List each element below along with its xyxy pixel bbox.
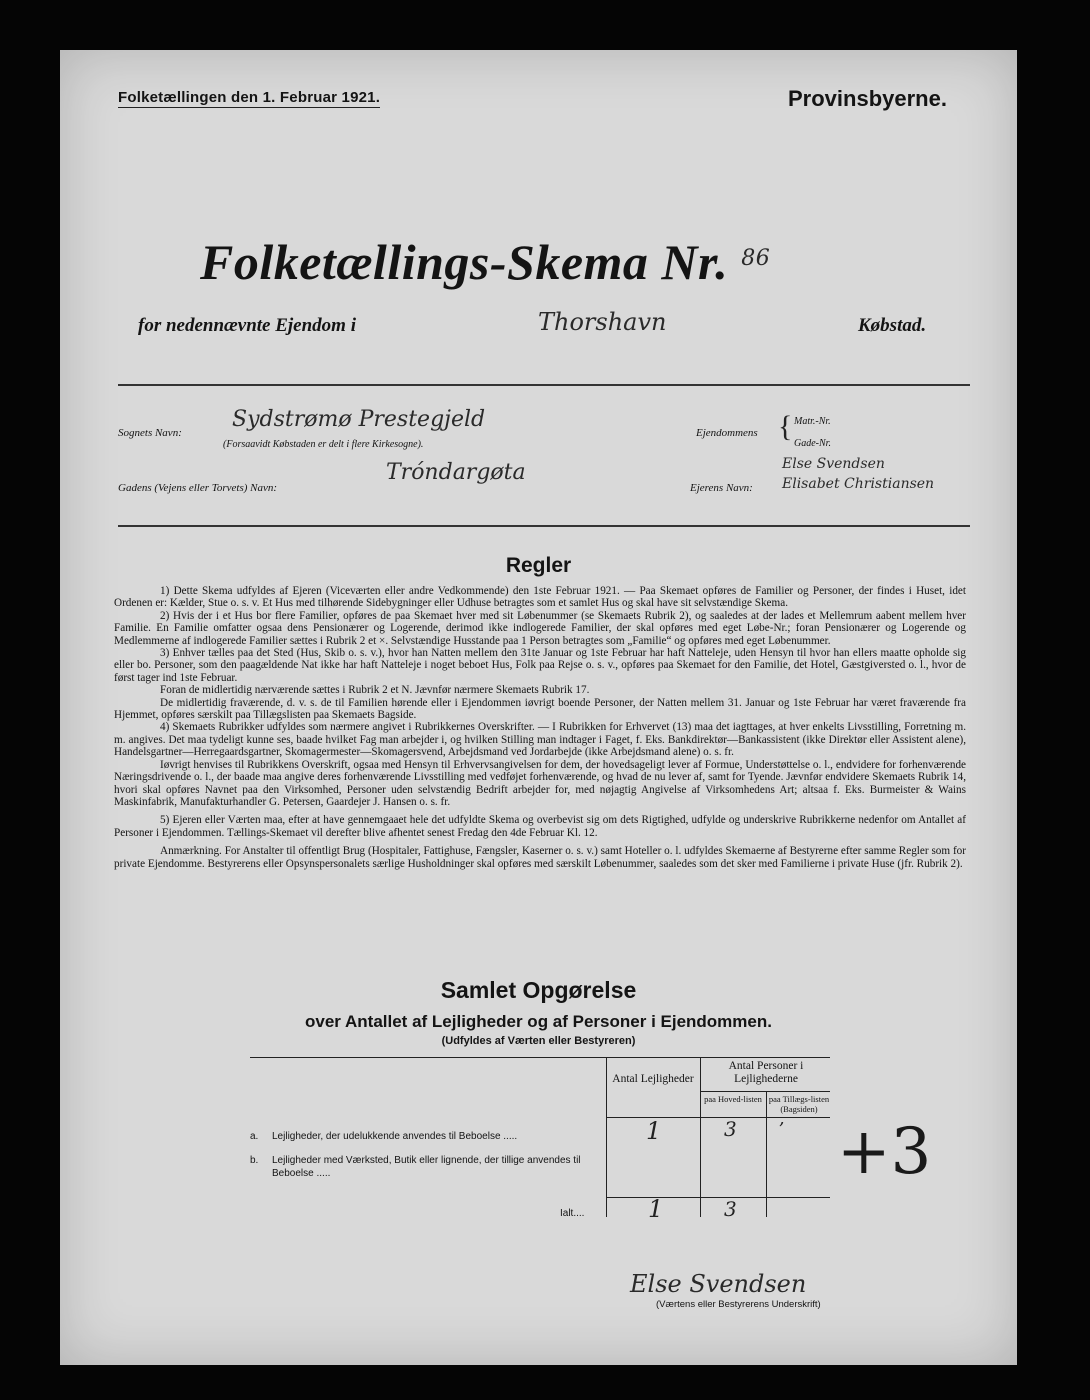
table-col-rule	[766, 1091, 767, 1217]
rule-paragraph: Foran de midlertidig nærværende sættes i Rubrik 2 et N. Jævnfør nærmere Skemaets Rubrik 17.	[160, 684, 590, 697]
row-a-apartments-value: 1	[646, 1117, 662, 1145]
rule-paragraph: 5) Ejeren eller Værten maa, efter at have gennemgaaet hele det udfyldte Skema og overbevist sig om dets Rigtighed, udfylde og underskrive Rubrikkerne nedenfor om Antallet af Personer i Ejendommen. Tællings-Skemaet vil derefter blive afhentet senest Fredag den 4de Februar Kl. 12.	[114, 814, 966, 839]
margin-note: +3	[837, 1115, 932, 1189]
table-total-rule	[606, 1197, 830, 1198]
parish-note: (Forsaavidt Købstaden er delt i flere Kirkesogne).	[223, 439, 424, 450]
row-a-supp-value: ʼ	[778, 1119, 784, 1140]
brace-icon: {	[778, 410, 793, 443]
form-title	[200, 233, 770, 291]
property-label: Ejendommens	[696, 427, 758, 439]
row-b-letter: b.	[250, 1155, 259, 1166]
signature-caption: (Værtens eller Bestyrerens Underskrift)	[656, 1299, 821, 1310]
rule-paragraph: Iøvrigt henvises til Rubrikkens Overskrift, ogsaa med Hensyn til Erhvervsangivelsen for dem, der hovedsageligt lever af Formue, Understøttelse o. l., endvidere for forhenværende Næringsdrivende o. l., der baade maa angive deres forhenværende Livsstilling med vedføjet forhenværende, og hvad de nu lever af, samt for Tyende. Jævnfør endvidere Skemaets Rubrik 14, hvori skal opføres Navnet paa den Virksomhed, Personer uden selvstændig Bedrift arbejder for, med nøjagtig Angivelse af Virksomhedens Art; altsaa f. Eks. Burmeister & Wains Maskinfabrik, Manufakturhandler G. Petersen, Gaardejer J. Hansen o. s. fr.	[114, 758, 966, 808]
table-top-rule	[250, 1057, 830, 1058]
table-header-rule	[606, 1117, 830, 1118]
table-subheader-rule	[700, 1091, 830, 1092]
owner-signature: Else Svendsen	[630, 1270, 807, 1298]
gade-label: Gade-Nr.	[794, 438, 831, 449]
rule-paragraph: 3) Enhver tælles paa det Sted (Hus, Skib o. s. v.), hvor han Natten mellem den 31te Januar og 1ste Februar har haft Natteleje, uden Hensyn til hvor han ellers maatte opholde sig eller bo. Personer, som den paagældende Nat ikke har haft Natteleje i noget beboet Hus, Folk paa Rejse o. s. v., opføres paa Skemaet for den Familie, det Hotel, Gæstgiversted o. l., hvor de først tager ind 1ste Februar.	[114, 647, 966, 684]
owner-value-1: Else Svendsen	[782, 456, 885, 472]
street-label: Gadens (Vejens eller Torvets) Navn:	[118, 482, 278, 494]
rule-paragraph: 1) Dette Skema udfyldes af Ejeren (Viceværten eller andre Vedkommende) den 1ste Februar 1921. — Paa Skemaet opføres de Familier og Personer, der findes i Huset, idet Ordenen er: Kælder, Stue o. s. v. Et Hus med tilhørende Sidebygninger eller Udhuse betragtes som et samlet Hus og skal have sit selvstændige Skema.	[114, 585, 966, 610]
row-a-label: Lejligheder, der udelukkende anvendes til Beboelse .....	[272, 1131, 518, 1142]
street-value: Tróndargøta	[386, 460, 526, 485]
col-header-main: paa Hoved-listen	[704, 1094, 762, 1104]
rules-text	[114, 585, 966, 870]
col-header-persons: Antal Personer i Lejlighederne	[728, 1060, 804, 1085]
census-date-header: Folketællingen den 1. Februar 1921.	[118, 89, 381, 106]
col-header-apartments: Antal Lejligheder	[612, 1073, 694, 1085]
parish-value: Sydstrømø Prestegjeld	[232, 407, 486, 432]
property-line-suffix: Købstad.	[858, 315, 927, 336]
summary-subtitle: over Antallet af Lejligheder og af Personer i Ejendommen.	[305, 1012, 772, 1031]
row-a-letter: a.	[250, 1131, 259, 1142]
town-handwritten: Thorshavn	[538, 308, 667, 336]
rule-paragraph: De midlertidig fraværende, d. v. s. de til Familien hørende eller i Ejendommen iøvrigt boende Personer, der Natten mellem 31. Januar og 1ste Februar har været fraværende fra Hjemmet, opføres særskilt paa Tillægslisten paa Skemaets Bagside.	[114, 696, 966, 722]
region-header: Provinsbyerne.	[788, 86, 947, 111]
parish-label: Sognets Navn:	[118, 427, 182, 439]
row-a-main-value: 3	[724, 1117, 737, 1141]
col-header-supp: paa Tillægs-listen (Bagsiden)	[768, 1094, 830, 1114]
rules-title: Regler	[505, 554, 572, 577]
owner-label: Ejerens Navn:	[690, 482, 753, 494]
summary-title: Samlet Opgørelse	[440, 977, 637, 1003]
property-line-prefix: for nedennævnte Ejendom i	[138, 315, 356, 336]
middle-divider	[118, 525, 970, 527]
form-title-text: Folketællings-Skema Nr.	[200, 234, 729, 290]
owner-value-2: Elisabet Christiansen	[782, 476, 935, 492]
rule-paragraph: 4) Skemaets Rubrikker udfyldes som nærmere angivet i Rubrikkernes Overskrifter. — I Rubrikken for Erhvervet (13) maa det iagttages, at hver enkelts Livsstilling, Forretning m. m. angives. Det maa tydeligt kunne ses, baade hvilket Fag man arbejder i, og hvilken Stilling man indtager i Faget, f. Eks. Bankdirektør—Bankassistent (ikke Direktør eller Assistent alene), Handelsgartner—Herregaardsgartner, Skomagermester—Skomagersvend, Arbejdsmand ved Jordarbejde (ikke Arbejdsmand alene) o. s. fr.	[114, 721, 966, 759]
form-number: 86	[741, 246, 771, 271]
top-divider	[118, 384, 970, 386]
total-main-value: 3	[724, 1197, 737, 1221]
table-col-rule	[700, 1057, 701, 1217]
row-b-label: Lejligheder med Værksted, Butik eller lignende, der tillige anvendes til Beboelse .....	[272, 1155, 581, 1179]
rule-paragraph: 2) Hvis der i et Hus bor flere Familier, opføres de paa Skemaet hver med sit Løbenummer (se Skemaets Rubrik 2), og saaledes at der lades et Mellemrum aabent mellem hver Familie. En Familie omfatter ogsaa dens Pensionærer og Logerende, derimod ikke indlogerede Familier, der skal opføres med eget Løbe-Nr.; foran Pensionærer og Logerende og Medlemmerne af indlogerede Familier sættes i Rubrik 2 et ×. Selvstændige Husstande paa 1 Person betragtes som „Familie“ og opføres med eget Løbenummer.	[114, 609, 966, 647]
rule-remark: Anmærkning. For Anstalter til offentligt Brug (Hospitaler, Fattighuse, Fængsler, Kaserner o. s. v.) samt Hoteller o. l. udfyldes Skemaerne af Bestyrerne efter samme Regler som for private Ejendomme. Bestyrerens eller Opsynspersonalets særlige Husholdninger skal opføres med særskilt Løbenummer, saaledes som det sker med Familierne i private Huse (jfr. Rubrik 2).	[114, 845, 966, 870]
table-col-rule	[606, 1057, 607, 1217]
total-apartments-value: 1	[648, 1195, 664, 1223]
summary-table	[250, 1057, 830, 1222]
summary-note: (Udfyldes af Værten eller Bestyreren)	[441, 1035, 636, 1047]
census-form-sheet	[60, 50, 1017, 1365]
matr-label: Matr.-Nr.	[794, 416, 831, 427]
total-label: Ialt....	[560, 1208, 585, 1219]
